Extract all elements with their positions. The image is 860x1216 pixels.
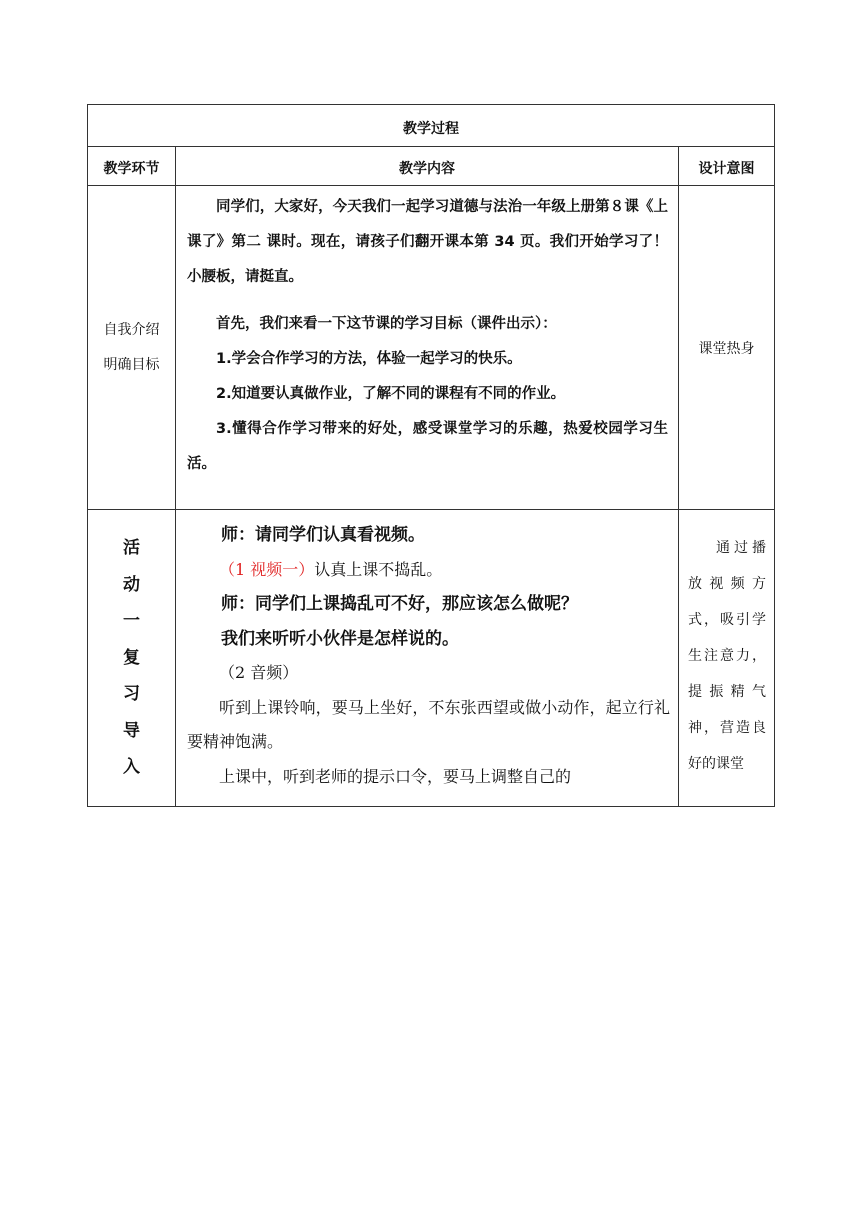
stage-char: 动: [123, 574, 140, 595]
stage-char: 活: [123, 538, 140, 558]
stage-char: 复: [123, 647, 140, 668]
stage-char: 入: [123, 757, 140, 777]
title-row: [88, 105, 775, 147]
stage-char: 习: [123, 684, 140, 704]
section2-content-cell: [176, 510, 679, 807]
lesson-process-table: [87, 104, 775, 807]
section-self-intro-row: [88, 186, 775, 510]
objectives-intro: 首先，我们来看一下这节课的学习目标（课件出示）：: [216, 316, 557, 332]
stage-char: 导: [123, 720, 140, 741]
section2-stage-cell: [88, 510, 176, 807]
video-label: （1 视频一）: [219, 559, 315, 579]
table-title: 教学过程: [88, 105, 775, 147]
audio-label: （2 音频）: [219, 663, 299, 682]
stage-char: 一: [123, 611, 140, 631]
section1-stage-cell: [88, 186, 176, 510]
section2-intent: 通过播放视频方式，吸引学生注意力，提振精气神，营造良好的课堂: [688, 540, 766, 772]
section2-intent-cell: [679, 510, 775, 807]
teacher-question: 师：同学们上课捣乱可不好，那应该怎么做呢？: [221, 594, 578, 614]
section1-content-cell: [176, 186, 679, 510]
video-line: [187, 553, 670, 588]
listen-line: 我们来听听小伙伴是怎样说的。: [221, 628, 459, 649]
audio-text-continued: 上课中，听到老师的提示口令，要马上调整自己的: [219, 766, 572, 786]
objective-item: 3.懂得合作学习带来的好处，感受课堂学习的乐趣，热爱校园学习生活。: [187, 421, 668, 472]
teacher-line: 师：请同学们认真看视频。: [221, 525, 425, 545]
audio-text: 听到上课铃响，要马上坐好，不东张西望或做小动作，起立行礼要精神饱满。: [187, 697, 670, 751]
header-row: [88, 147, 775, 186]
video-description: 认真上课不捣乱。: [314, 559, 443, 579]
objective-item: 1.学会合作学习的方法，体验一起学习的快乐。: [216, 351, 522, 367]
objective-item: 2.知道要认真做作业，了解不同的课程有不同的作业。: [216, 386, 566, 402]
section1-stage-line: 明确目标: [103, 356, 160, 373]
header-intent: 设计意图: [679, 147, 775, 186]
greeting-paragraph: 同学们，大家好，今天我们一起学习道德与法治一年级上册第８课《上课了》第二 课时。现在，请孩子们翻开课本第 34 页。我们开始学习了！小腰板，请挺直。: [187, 199, 668, 285]
header-content: 教学内容: [176, 147, 679, 186]
section1-intent: 课堂热身: [679, 186, 775, 510]
section1-stage-line: 自我介绍: [103, 321, 160, 338]
section-review-row: [88, 510, 775, 807]
header-stage: 教学环节: [88, 147, 176, 186]
